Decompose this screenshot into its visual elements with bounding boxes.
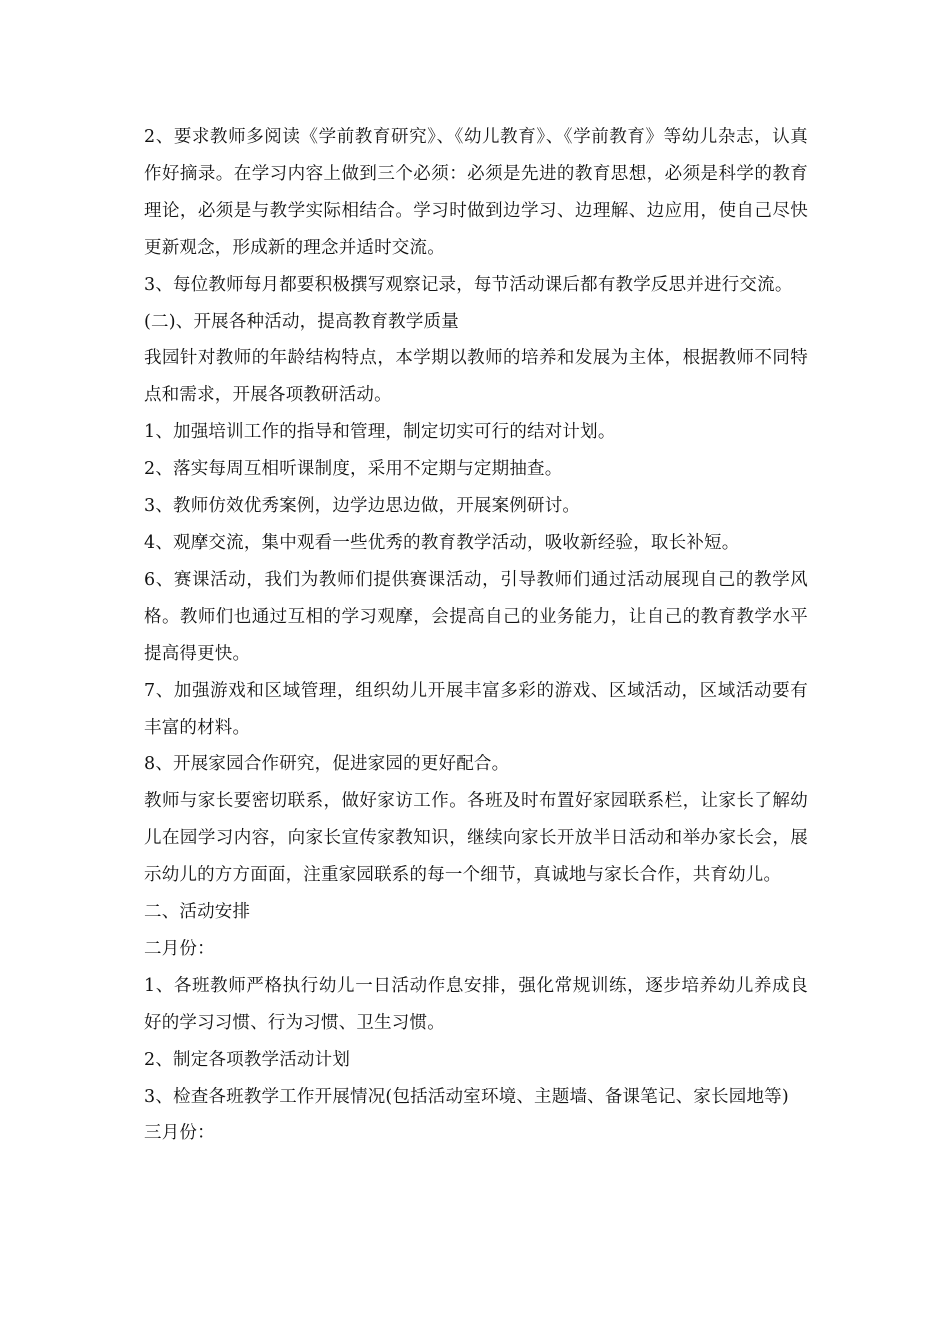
list-item-teaching-plans: 2、制定各项教学活动计划: [144, 1049, 351, 1070]
list-item-exchange: 4、观摩交流，集中观看一些优秀的教育教学活动，吸收新经验，取长补短。: [144, 532, 740, 553]
list-item-inspection: 3、检查各班教学工作开展情况(包括活动室环境、主题墙、备课笔记、家长园地等): [144, 1086, 789, 1107]
section-heading-activities: (二)、开展各种活动，提高教育教学质量: [144, 311, 459, 332]
list-item-case-study: 3、教师仿效优秀案例，边学边思边做，开展案例研讨。: [144, 496, 581, 517]
paragraph-teacher-development: 我园针对教师的年龄结构特点，本学期以教师的培养和发展为主体，根据教师不同特点和需求，开展各项教研活动。: [144, 348, 808, 406]
list-item-training: 1、加强培训工作的指导和管理，制定切实可行的结对计划。: [144, 422, 616, 443]
list-item-lesson-observation: 2、落实每周互相听课制度，采用不定期与定期抽查。: [144, 459, 563, 480]
month-heading-march: 三月份：: [144, 1123, 215, 1144]
list-item-daily-routine: 1、各班教师严格执行幼儿一日活动作息安排，强化常规训练，逐步培养幼儿养成良好的学习习惯、行为习惯、卫生习惯。: [144, 975, 808, 1033]
list-item-competition: 6、赛课活动，我们为教师们提供赛课活动，引导教师们通过活动展现自己的教学风格。教师们也通过互相的学习观摩，会提高自己的业务能力，让自己的教育教学水平提高得更快。: [144, 569, 808, 664]
paragraph-study-requirements: 2、要求教师多阅读《学前教育研究》、《幼儿教育》、《学前教育》等幼儿杂志，认真作好摘录。在学习内容上做到三个必须：必须是先进的教育思想，必须是科学的教育理论，必须是与教学实际相结合。学习时做到边学习、边理解、边应用，使自己尽快更新观念，形成新的理念并适时交流。: [144, 127, 808, 258]
list-item-home-school: 8、开展家园合作研究，促进家园的更好配合。: [144, 754, 510, 775]
list-item-games-areas: 7、加强游戏和区域管理，组织幼儿开展丰富多彩的游戏、区域活动，区域活动要有丰富的材料。: [144, 680, 808, 738]
section-heading-schedule: 二、活动安排: [144, 902, 251, 923]
paragraph-parent-contact: 教师与家长要密切联系，做好家访工作。各班及时布置好家园联系栏，让家长了解幼儿在园学习内容，向家长宣传家教知识，继续向家长开放半日活动和举办家长会，展示幼儿的方方面面，注重家园联系的每一个细节，真诚地与家长合作，共育幼儿。: [144, 791, 808, 886]
paragraph-observation-records: 3、每位教师每月都要积极撰写观察记录，每节活动课后都有教学反思并进行交流。: [144, 274, 793, 295]
month-heading-february: 二月份：: [144, 938, 215, 959]
